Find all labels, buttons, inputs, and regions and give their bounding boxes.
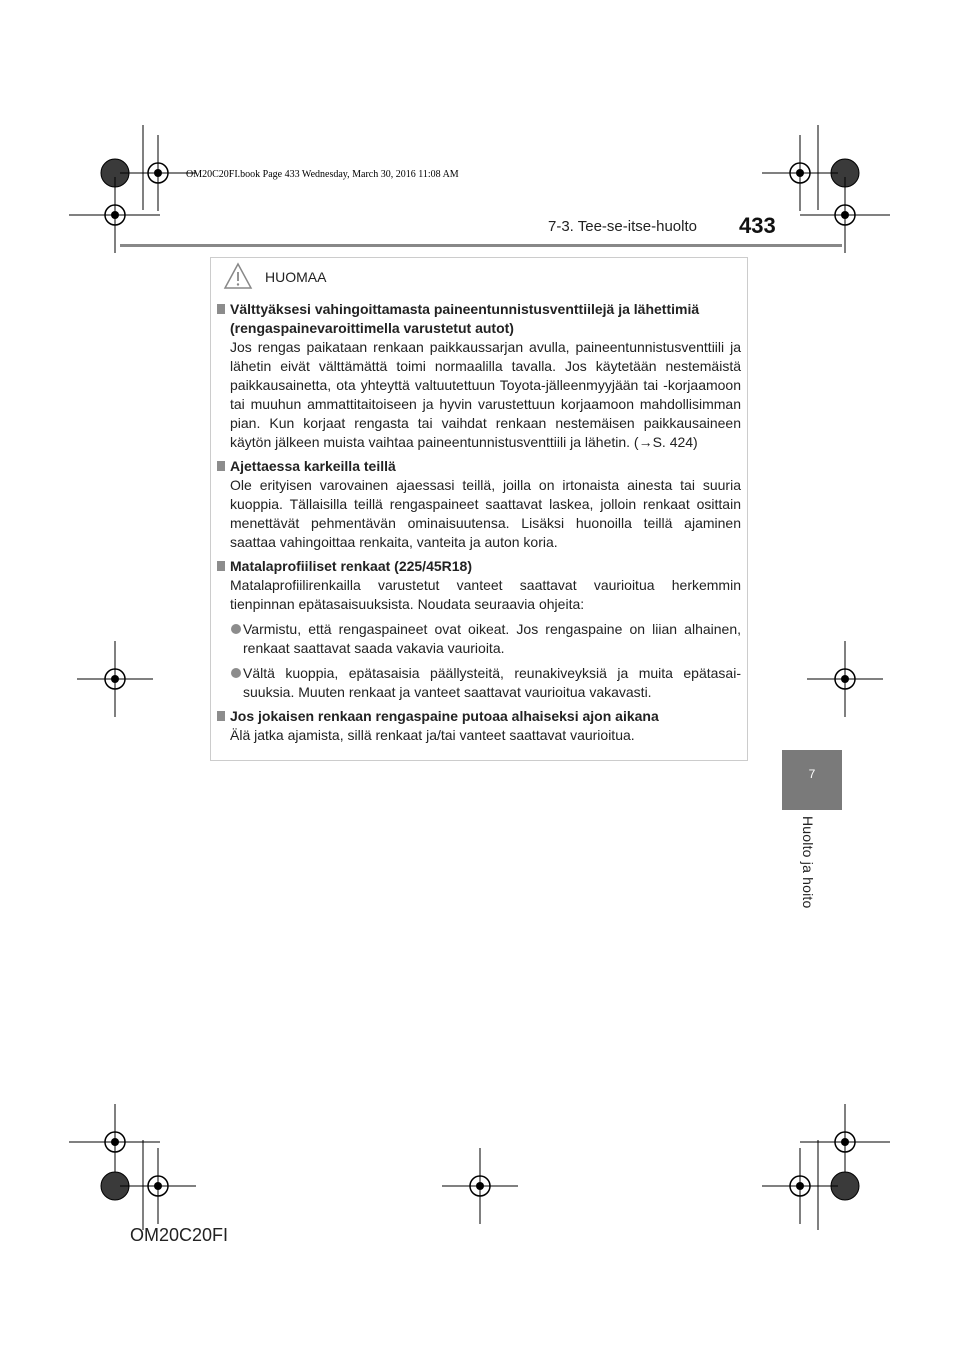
section-heading: Jos jokaisen renkaan rengaspaine putoaa alhaiseksi ajon aikana xyxy=(217,707,741,726)
book-info-line: OM20C20FI.book Page 433 Wednesday, March 30, 2016 11:08 AM xyxy=(186,169,459,180)
notice-label: HUOMAA xyxy=(265,269,327,285)
section-heading: Matalaprofiiliset renkaat (225/45R18) xyxy=(217,557,741,576)
section-heading: Ajettaessa karkeilla teillä xyxy=(217,457,741,476)
notice-section xyxy=(217,707,741,745)
bullet-icon xyxy=(231,668,241,678)
chapter-number: 7 xyxy=(808,767,816,781)
section-heading: Välttyäksesi vahingoittamasta paineentunnistusventtiilejä ja lähettimiä (rengaspainevaroittimella varustetut autot) xyxy=(217,300,741,338)
section-body: Ole erityisen varovainen ajaessasi teillä, joilla on irtonaista ainesta tai suuria kuoppia. Tällaisilla teillä rengaspaineet saattavat laskea, jolloin renkaat osittain menettävät pehmentävän ominaisuutensa. Lisäksi huonoilla teillä ajaminen saattaa vahingoittaa renkaita, vanteita ja auton koria. xyxy=(230,477,741,550)
list-item-text: Varmistu, että rengaspaineet ovat oikeat. Jos rengaspaine on liian alhainen, renkaat saattavat saada vakavia vaurioita. xyxy=(243,621,741,656)
list-item-text: Vältä kuoppia, epätasaisia päällysteitä, reunakiveyksiä ja muita epätasaisuuksia. Muuten renkaat ja vanteet saattavat vaurioitua vakavasti. xyxy=(243,665,741,700)
section-title: 7-3. Tee-se-itse-huolto xyxy=(548,218,697,235)
notice-section xyxy=(217,300,741,452)
bullet-icon xyxy=(231,624,241,634)
section-body: Jos rengas paikataan renkaan paikkaussarjan avulla, paineentunnistusventtiili ja lähetin eivät välttämättä toimi normaalilla tavalla. Jos käytetään nestemäistä paikkausainetta, ota yhteyttä valtuutettuun Toyota-jälleenmyyjään tai -korjaamoon tai muuhun ammattitaitoiseen ja hyvin varustettuun korjaamoon mahdollisimman pian. Kun korjaat rengasta tai vaihdat renkaan nestemäisen paikkausaineen käytön jälkeen muista vaihtaa paineentunnistusventtiili ja lähetin. (→S. 424) xyxy=(230,339,741,450)
document-code: OM20C20FI xyxy=(130,1225,229,1245)
header-divider xyxy=(120,244,842,247)
section-body: Matalaprofiilirenkailla varustetut vanteet saattavat vaurioitua herkemmin tienpinnan epätasaisuuksista. Noudata seuraavia ohjeita: xyxy=(230,577,741,612)
notice-content xyxy=(217,300,741,750)
section-body: Älä jatka ajamista, sillä renkaat ja/tai vanteet saattavat vaurioitua. xyxy=(230,727,635,743)
chapter-tab xyxy=(782,750,842,810)
list-item xyxy=(217,664,741,702)
notice-box xyxy=(210,257,748,761)
notice-section xyxy=(217,557,741,702)
chapter-title: Huolto ja hoito xyxy=(800,816,816,909)
warning-icon xyxy=(223,262,253,290)
page-number: 433 xyxy=(739,213,776,238)
notice-section xyxy=(217,457,741,552)
list-item xyxy=(217,620,741,658)
